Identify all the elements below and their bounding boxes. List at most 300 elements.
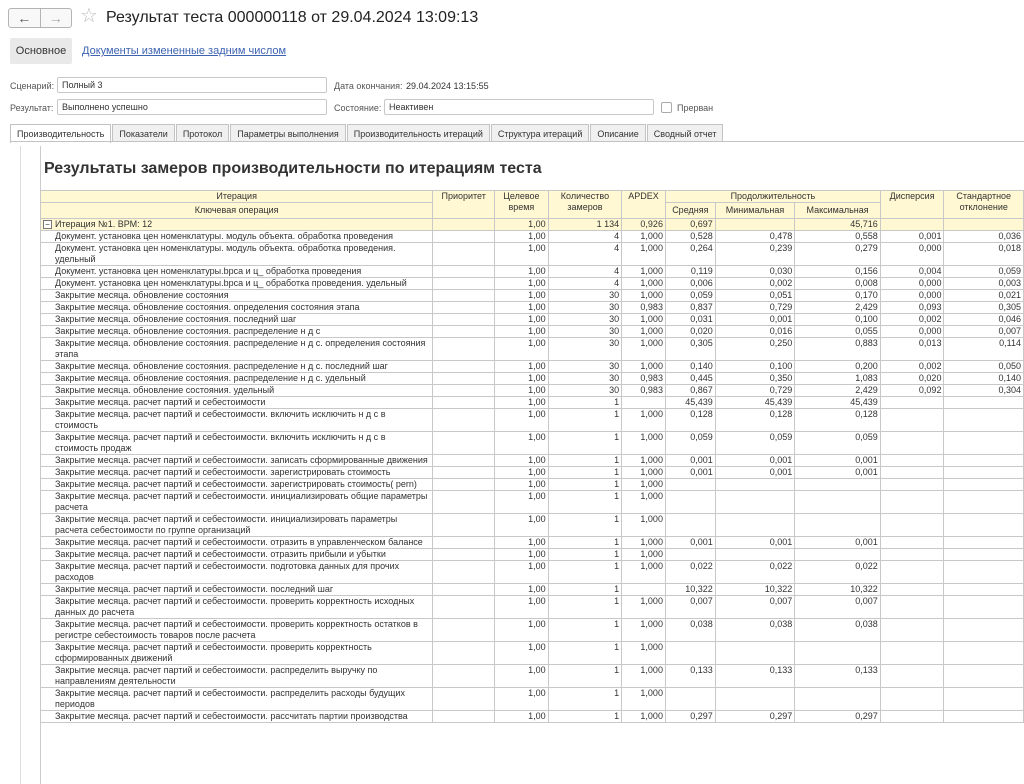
priority-cell	[433, 361, 495, 373]
min-cell: 0,051	[715, 290, 795, 302]
tab-bar	[10, 124, 724, 142]
dispersion-cell: 0,093	[880, 302, 944, 314]
apdex-cell: 1,000	[622, 537, 666, 549]
operation-name: Закрытие месяца. расчет партий и себестоимости. зарегистрировать стоимость	[41, 467, 433, 479]
dispersion-header: Дисперсия	[880, 191, 944, 219]
avg-cell	[665, 479, 715, 491]
min-cell: 0,001	[715, 314, 795, 326]
iteration-group-row[interactable]	[41, 219, 1024, 231]
priority-cell	[433, 409, 495, 432]
target-cell: 1,00	[495, 665, 549, 688]
priority-cell	[433, 561, 495, 584]
target-cell: 1,00	[495, 361, 549, 373]
count-cell: 1	[548, 596, 621, 619]
table-row[interactable]	[41, 549, 1024, 561]
operation-name: Закрытие месяца. расчет партий и себестоимости. зарегистрировать стоимость( pern)	[41, 479, 433, 491]
dispersion-cell	[880, 397, 944, 409]
priority-cell	[433, 688, 495, 711]
apdex-cell: 0,983	[622, 302, 666, 314]
avg-cell: 0,264	[665, 243, 715, 266]
stddev-cell	[944, 514, 1024, 537]
priority-cell	[433, 231, 495, 243]
count-cell: 30	[548, 302, 621, 314]
min-cell: 0,128	[715, 409, 795, 432]
dispersion-cell	[880, 537, 944, 549]
min-header: Минимальная	[715, 203, 795, 219]
priority-cell	[433, 385, 495, 397]
tab-2[interactable]: Показатели	[112, 124, 174, 142]
priority-cell	[433, 665, 495, 688]
table-row[interactable]	[41, 290, 1024, 302]
apdex-cell: 1,000	[622, 266, 666, 278]
interrupted-label: Прерван	[677, 103, 714, 113]
avg-cell: 0,297	[665, 711, 715, 723]
stddev-cell: 0,305	[944, 302, 1024, 314]
table-row[interactable]	[41, 619, 1024, 642]
target-cell: 1,00	[495, 338, 549, 361]
stddev-cell	[944, 491, 1024, 514]
stddev-cell	[944, 619, 1024, 642]
max-cell	[795, 514, 881, 537]
target-cell: 1,00	[495, 514, 549, 537]
count-cell: 1	[548, 642, 621, 665]
avg-cell: 0,528	[665, 231, 715, 243]
avg-cell	[665, 549, 715, 561]
max-cell: 2,429	[795, 302, 881, 314]
target-cell: 1,00	[495, 397, 549, 409]
count-cell: 30	[548, 361, 621, 373]
max-cell: 0,128	[795, 409, 881, 432]
stddev-cell	[944, 409, 1024, 432]
min-cell: 0,038	[715, 619, 795, 642]
count-cell: 30	[548, 373, 621, 385]
table-row[interactable]	[41, 266, 1024, 278]
stddev-cell	[944, 596, 1024, 619]
priority-cell	[433, 373, 495, 385]
apdex-cell: 1,000	[622, 290, 666, 302]
dispersion-cell	[880, 409, 944, 432]
stddev-header: Стандартное отклонение	[944, 191, 1024, 219]
target-cell: 1,00	[495, 409, 549, 432]
operation-name: Закрытие месяца. обновление состояния. определения состояния этапа	[41, 302, 433, 314]
priority-cell	[433, 302, 495, 314]
table-row[interactable]	[41, 479, 1024, 491]
table-row[interactable]	[41, 409, 1024, 432]
state-field[interactable]: Неактивен	[384, 99, 654, 115]
table-row[interactable]	[41, 326, 1024, 338]
group-max: 45,716	[795, 219, 881, 231]
max-cell: 0,297	[795, 711, 881, 723]
apdex-cell: 1,000	[622, 479, 666, 491]
apdex-cell	[622, 397, 666, 409]
min-cell: 0,478	[715, 231, 795, 243]
apdex-cell: 1,000	[622, 409, 666, 432]
stddev-cell	[944, 584, 1024, 596]
apdex-header: APDEX	[622, 191, 666, 219]
max-cell: 0,279	[795, 243, 881, 266]
priority-cell	[433, 537, 495, 549]
group-apdex: 0,926	[622, 219, 666, 231]
target-cell: 1,00	[495, 479, 549, 491]
count-cell: 1	[548, 514, 621, 537]
min-cell	[715, 491, 795, 514]
table-row[interactable]	[41, 467, 1024, 479]
table-row[interactable]	[41, 278, 1024, 290]
operation-name: Закрытие месяца. обновление состояния. распределение н д с. последний шаг	[41, 361, 433, 373]
dispersion-cell	[880, 549, 944, 561]
back-button[interactable]: ←	[17, 10, 32, 26]
duration-header: Продолжительность	[665, 191, 880, 203]
avg-cell: 0,001	[665, 455, 715, 467]
scenario-label: Сценарий:	[10, 81, 55, 91]
priority-cell	[433, 584, 495, 596]
apdex-cell: 1,000	[622, 491, 666, 514]
dispersion-cell: 0,002	[880, 314, 944, 326]
table-row[interactable]	[41, 397, 1024, 409]
dispersion-cell: 0,020	[880, 373, 944, 385]
avg-cell: 0,128	[665, 409, 715, 432]
operation-name: Документ. установка цен номенклатуры.bpca и ц_ обработка проведения. удельный	[41, 278, 433, 290]
avg-cell: 0,031	[665, 314, 715, 326]
tab-3[interactable]: Протокол	[176, 124, 229, 142]
min-cell: 0,239	[715, 243, 795, 266]
count-cell: 1	[548, 711, 621, 723]
target-cell: 1,00	[495, 584, 549, 596]
table-row[interactable]	[41, 584, 1024, 596]
dispersion-cell	[880, 491, 944, 514]
apdex-cell: 1,000	[622, 642, 666, 665]
max-cell: 0,059	[795, 432, 881, 455]
operation-name: Закрытие месяца. расчет партий и себестоимости. рассчитать партии производства	[41, 711, 433, 723]
table-row[interactable]	[41, 302, 1024, 314]
count-cell: 4	[548, 266, 621, 278]
avg-cell: 0,001	[665, 537, 715, 549]
apdex-cell: 1,000	[622, 455, 666, 467]
target-cell: 1,00	[495, 432, 549, 455]
table-row[interactable]	[41, 361, 1024, 373]
operation-name: Закрытие месяца. расчет партий и себестоимости. распределить расходы будущих периодов	[41, 688, 433, 711]
avg-cell: 0,059	[665, 432, 715, 455]
count-cell: 1	[548, 561, 621, 584]
min-cell: 0,002	[715, 278, 795, 290]
target-cell: 1,00	[495, 278, 549, 290]
dispersion-cell	[880, 467, 944, 479]
dispersion-cell	[880, 619, 944, 642]
min-cell: 10,322	[715, 584, 795, 596]
dispersion-cell	[880, 665, 944, 688]
apdex-cell	[622, 584, 666, 596]
avg-cell: 0,445	[665, 373, 715, 385]
max-cell: 0,170	[795, 290, 881, 302]
count-cell: 30	[548, 326, 621, 338]
priority-cell	[433, 514, 495, 537]
table-row[interactable]	[41, 711, 1024, 723]
count-cell: 1	[548, 467, 621, 479]
target-cell: 1,00	[495, 711, 549, 723]
min-cell: 0,133	[715, 665, 795, 688]
count-cell: 1	[548, 491, 621, 514]
table-row[interactable]	[41, 514, 1024, 537]
max-cell: 1,083	[795, 373, 881, 385]
dispersion-cell	[880, 688, 944, 711]
min-cell: 0,729	[715, 302, 795, 314]
avg-cell: 0,020	[665, 326, 715, 338]
count-cell: 1	[548, 409, 621, 432]
end-date-label: Дата окончания:	[334, 81, 403, 91]
stddev-cell	[944, 455, 1024, 467]
header-row	[41, 191, 1024, 203]
table-row[interactable]	[41, 231, 1024, 243]
target-cell: 1,00	[495, 549, 549, 561]
priority-cell	[433, 397, 495, 409]
count-cell: 1	[548, 537, 621, 549]
collapse-icon[interactable]: −	[43, 220, 52, 229]
dispersion-cell	[880, 584, 944, 596]
max-cell: 0,055	[795, 326, 881, 338]
avg-cell: 0,022	[665, 561, 715, 584]
dispersion-cell	[880, 455, 944, 467]
group-target: 1,00	[495, 219, 549, 231]
avg-cell	[665, 688, 715, 711]
priority-cell	[433, 619, 495, 642]
apdex-cell: 1,000	[622, 549, 666, 561]
count-cell: 30	[548, 338, 621, 361]
count-cell: 1	[548, 584, 621, 596]
apdex-cell: 1,000	[622, 361, 666, 373]
avg-cell: 10,322	[665, 584, 715, 596]
max-cell: 10,322	[795, 584, 881, 596]
tab-1[interactable]: Производительность	[10, 124, 111, 143]
dispersion-cell	[880, 561, 944, 584]
forward-button[interactable]: →	[40, 9, 72, 27]
operation-name: Закрытие месяца. расчет партий и себестоимости. отразить прибыли и убытки	[41, 549, 433, 561]
interrupted-checkbox[interactable]	[661, 102, 672, 113]
avg-cell: 0,133	[665, 665, 715, 688]
max-cell: 45,439	[795, 397, 881, 409]
dispersion-cell: 0,000	[880, 278, 944, 290]
table-row[interactable]	[41, 642, 1024, 665]
target-cell: 1,00	[495, 688, 549, 711]
stddev-cell	[944, 549, 1024, 561]
count-cell: 4	[548, 243, 621, 266]
target-header: Целевое время	[495, 191, 549, 219]
apdex-cell: 1,000	[622, 314, 666, 326]
max-cell: 0,038	[795, 619, 881, 642]
count-header: Количество замеров	[548, 191, 621, 219]
priority-cell	[433, 266, 495, 278]
count-cell: 1	[548, 665, 621, 688]
priority-cell	[433, 479, 495, 491]
min-cell: 0,016	[715, 326, 795, 338]
priority-cell	[433, 491, 495, 514]
min-cell: 0,030	[715, 266, 795, 278]
table-row[interactable]	[41, 455, 1024, 467]
stddev-cell	[944, 467, 1024, 479]
max-cell: 0,001	[795, 455, 881, 467]
stddev-cell	[944, 711, 1024, 723]
apdex-cell: 1,000	[622, 278, 666, 290]
stddev-cell	[944, 688, 1024, 711]
avg-cell	[665, 491, 715, 514]
max-cell: 0,156	[795, 266, 881, 278]
apdex-cell: 1,000	[622, 338, 666, 361]
count-cell: 1	[548, 455, 621, 467]
priority-cell	[433, 467, 495, 479]
stddev-cell: 0,003	[944, 278, 1024, 290]
target-cell: 1,00	[495, 455, 549, 467]
stddev-cell: 0,007	[944, 326, 1024, 338]
min-cell: 0,100	[715, 361, 795, 373]
min-cell	[715, 549, 795, 561]
backdated-documents-link[interactable]: Документы измененные задним числом	[82, 45, 287, 57]
operation-name: Закрытие месяца. обновление состояния. удельный	[41, 385, 433, 397]
operation-name: Закрытие месяца. расчет партий и себестоимости. проверить корректность сформированных движений	[41, 642, 433, 665]
tab-8[interactable]: Сводный отчет	[647, 124, 724, 142]
min-cell: 0,729	[715, 385, 795, 397]
target-cell: 1,00	[495, 385, 549, 397]
min-cell: 0,007	[715, 596, 795, 619]
nav-buttons	[8, 8, 72, 28]
avg-cell: 0,837	[665, 302, 715, 314]
dispersion-cell: 0,092	[880, 385, 944, 397]
count-cell: 4	[548, 231, 621, 243]
apdex-cell: 1,000	[622, 619, 666, 642]
apdex-cell: 1,000	[622, 231, 666, 243]
table-row[interactable]	[41, 243, 1024, 266]
priority-cell	[433, 432, 495, 455]
table-row[interactable]	[41, 491, 1024, 514]
max-cell: 0,001	[795, 537, 881, 549]
stddev-cell: 0,046	[944, 314, 1024, 326]
dispersion-cell: 0,000	[880, 290, 944, 302]
target-cell: 1,00	[495, 537, 549, 549]
table-row[interactable]	[41, 665, 1024, 688]
min-cell: 45,439	[715, 397, 795, 409]
group-name: Итерация №1. ВРМ: 12	[55, 219, 153, 229]
min-cell: 0,059	[715, 432, 795, 455]
dispersion-cell: 0,004	[880, 266, 944, 278]
stddev-cell	[944, 432, 1024, 455]
dispersion-cell	[880, 432, 944, 455]
dispersion-cell	[880, 642, 944, 665]
priority-cell	[433, 278, 495, 290]
operation-name: Закрытие месяца. обновление состояния. распределение н д с	[41, 326, 433, 338]
tab-4[interactable]: Параметры выполнения	[230, 124, 346, 142]
table-row[interactable]	[41, 561, 1024, 584]
min-cell	[715, 479, 795, 491]
count-cell: 30	[548, 290, 621, 302]
apdex-cell: 1,000	[622, 711, 666, 723]
count-cell: 30	[548, 314, 621, 326]
max-cell	[795, 642, 881, 665]
stddev-cell	[944, 397, 1024, 409]
end-date-value: 29.04.2024 13:15:55	[406, 81, 489, 91]
report-title: Результаты замеров производительности по итерациям теста	[44, 160, 542, 177]
count-cell: 1	[548, 432, 621, 455]
target-cell: 1,00	[495, 467, 549, 479]
stddev-cell: 0,140	[944, 373, 1024, 385]
count-cell: 4	[548, 278, 621, 290]
apdex-cell: 1,000	[622, 432, 666, 455]
main-button[interactable]: Основное	[10, 38, 72, 64]
max-cell: 0,008	[795, 278, 881, 290]
apdex-cell: 1,000	[622, 596, 666, 619]
table-row[interactable]	[41, 432, 1024, 455]
stddev-cell	[944, 665, 1024, 688]
priority-cell	[433, 314, 495, 326]
priority-cell	[433, 596, 495, 619]
operation-name: Закрытие месяца. расчет партий и себестоимости	[41, 397, 433, 409]
operation-name: Закрытие месяца. расчет партий и себестоимости. подготовка данных для прочих расходов	[41, 561, 433, 584]
dispersion-cell: 0,001	[880, 231, 944, 243]
count-cell: 30	[548, 385, 621, 397]
tab-6[interactable]: Структура итераций	[491, 124, 589, 142]
apdex-cell: 1,000	[622, 326, 666, 338]
target-cell: 1,00	[495, 642, 549, 665]
avg-cell	[665, 642, 715, 665]
target-cell: 1,00	[495, 561, 549, 584]
window-title: Результат теста 000000118 от 29.04.2024 13:09:13	[106, 9, 479, 26]
table-row[interactable]	[41, 314, 1024, 326]
max-cell: 0,007	[795, 596, 881, 619]
min-cell: 0,001	[715, 537, 795, 549]
priority-header: Приоритет	[433, 191, 495, 219]
favorite-star-icon[interactable]: ☆	[80, 5, 98, 27]
result-field[interactable]: Выполнено успешно	[57, 99, 327, 115]
dispersion-cell: 0,000	[880, 243, 944, 266]
result-label: Результат:	[10, 103, 54, 113]
operation-name: Закрытие месяца. расчет партий и себестоимости. включить исключить н д с в стоимость продаж	[41, 432, 433, 455]
min-cell: 0,250	[715, 338, 795, 361]
operation-name: Закрытие месяца. обновление состояния. последний шаг	[41, 314, 433, 326]
target-cell: 1,00	[495, 243, 549, 266]
table-row[interactable]	[41, 373, 1024, 385]
report-table	[40, 190, 1024, 723]
dispersion-cell: 0,000	[880, 326, 944, 338]
table-row[interactable]	[41, 537, 1024, 549]
min-cell: 0,022	[715, 561, 795, 584]
table-row[interactable]	[41, 688, 1024, 711]
tab-5[interactable]: Производительность итераций	[347, 124, 490, 142]
operation-name: Закрытие месяца. расчет партий и себестоимости. проверить корректность остатков в регистре себестоимость товаров после расчета	[41, 619, 433, 642]
avg-header: Средняя	[665, 203, 715, 219]
table-row[interactable]	[41, 596, 1024, 619]
min-cell: 0,350	[715, 373, 795, 385]
priority-cell	[433, 243, 495, 266]
count-cell: 1	[548, 397, 621, 409]
avg-cell: 0,867	[665, 385, 715, 397]
stddev-cell	[944, 642, 1024, 665]
priority-cell	[433, 290, 495, 302]
stddev-cell: 0,021	[944, 290, 1024, 302]
max-cell: 0,200	[795, 361, 881, 373]
table-row[interactable]	[41, 338, 1024, 361]
apdex-cell: 1,000	[622, 688, 666, 711]
priority-cell	[433, 326, 495, 338]
operation-name: Закрытие месяца. расчет партий и себестоимости. инициализировать параметры расчета себестоимости по группе организаций	[41, 514, 433, 537]
tab-divider	[10, 141, 1024, 142]
target-cell: 1,00	[495, 619, 549, 642]
target-cell: 1,00	[495, 266, 549, 278]
apdex-cell: 1,000	[622, 467, 666, 479]
target-cell: 1,00	[495, 231, 549, 243]
tab-7[interactable]: Описание	[590, 124, 645, 142]
scenario-field[interactable]: Полный 3	[57, 77, 327, 93]
max-cell: 2,429	[795, 385, 881, 397]
group-avg: 0,697	[665, 219, 715, 231]
table-row[interactable]	[41, 385, 1024, 397]
iteration-header: Итерация	[41, 191, 433, 203]
